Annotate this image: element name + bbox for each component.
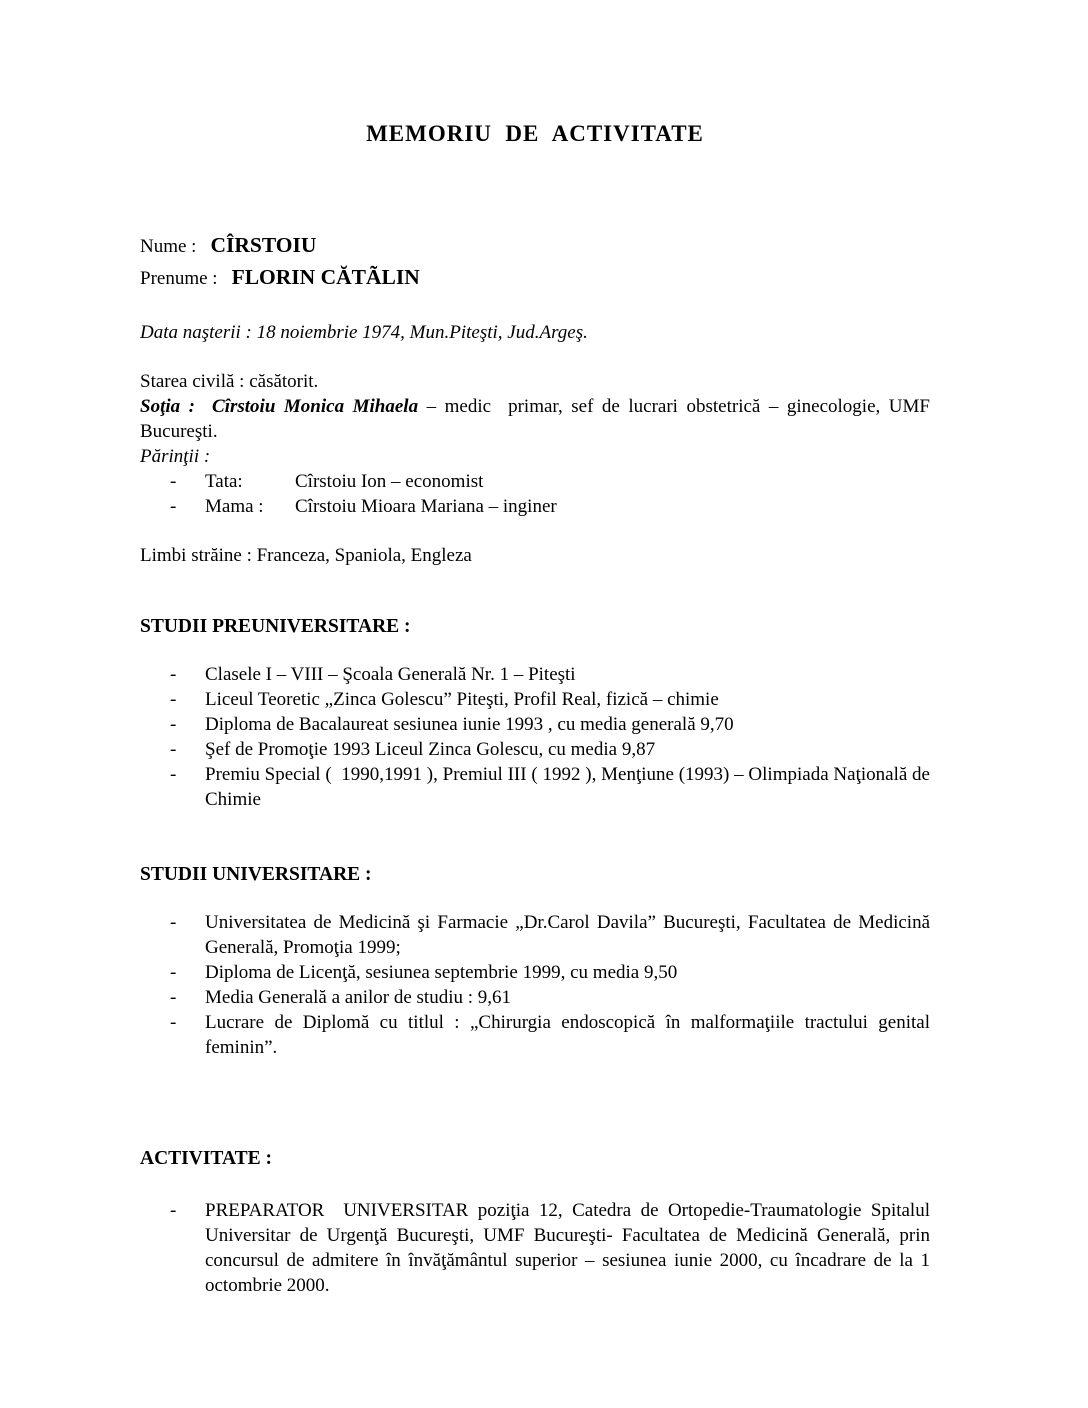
list-item-text: Şef de Promoţie 1993 Liceul Zinca Golescu, cu media 9,87	[205, 739, 656, 760]
list-item	[170, 1198, 935, 1298]
dash-icon	[170, 712, 205, 737]
firstname-line	[140, 262, 930, 294]
section-university-studies	[140, 862, 935, 1060]
list-item	[170, 762, 935, 812]
list-item-text: Liceul Teoretic „Zinca Golescu” Piteşti, Profil Real, fizică – chimie	[205, 689, 719, 710]
dash-icon	[170, 762, 205, 812]
dash-icon	[170, 737, 205, 762]
list-item	[170, 687, 930, 712]
section-item-list	[140, 910, 935, 1060]
section-item-list	[140, 1198, 935, 1298]
identity-block	[140, 230, 930, 294]
section-heading: STUDII PREUNIVERSITARE :	[140, 616, 411, 637]
parents-label: Părinţii :	[140, 446, 211, 467]
list-item	[170, 910, 935, 960]
spouse-line	[140, 394, 935, 444]
languages-line: Limbi străine : Franceza, Spaniola, Engleza	[140, 545, 472, 566]
spouse-description: – medic primar, sef de lucrari obstetrică – ginecologie, UMF Bucureşti.	[140, 396, 935, 442]
list-item-text: PREPARATOR UNIVERSITAR poziţia 12, Catedra de Ortopedie-Traumatologie Spitalul Universitar de Urgenţă Bucureşti, UMF Bucureşti- Facultatea de Medicină Generală, prin concursul de admitere în învăţământul superior – sesiunea iunie 2000, cu încadrare de la 1 octombrie 2000.	[205, 1200, 935, 1296]
spouse-name: Soţia : Cîrstoiu Monica Mihaela	[140, 396, 419, 417]
surname-label: Nume :	[140, 236, 197, 257]
section-item-list	[140, 662, 935, 812]
list-item	[170, 985, 930, 1010]
section-preuniversity-studies	[140, 614, 935, 812]
dash-icon	[170, 662, 205, 687]
list-item-text: Media Generală a anilor de studiu : 9,61	[205, 987, 512, 1008]
list-item-text: Lucrare de Diplomă cu titlul : „Chirurgia endoscopică în malformaţiile tractului genital feminin”.	[205, 1012, 935, 1058]
section-heading: STUDII UNIVERSITARE :	[140, 864, 372, 885]
surname-value: CÎRSTOIU	[210, 233, 317, 257]
list-item	[170, 662, 930, 687]
dash-icon	[170, 469, 205, 494]
list-item	[170, 960, 930, 985]
list-item-text: Diploma de Bacalaureat sesiunea iunie 1993 , cu media generală 9,70	[205, 714, 734, 735]
dash-icon	[170, 960, 205, 985]
section-activity	[140, 1146, 935, 1298]
father-value: Cîrstoiu Ion – economist	[295, 471, 484, 492]
document-title: MEMORIU DE ACTIVITATE	[366, 121, 704, 146]
firstname-label: Prenume :	[140, 268, 218, 289]
list-item-text: Clasele I – VIII – Şcoala Generală Nr. 1 – Piteşti	[205, 664, 576, 685]
list-item-text: Premiu Special ( 1990,1991 ), Premiul III ( 1992 ), Menţiune (1993) – Olimpiada Naţională de Chimie	[205, 764, 935, 810]
birth-date-line: Data naşterii : 18 noiembrie 1974, Mun.Piteşti, Jud.Argeş.	[140, 322, 588, 343]
dash-icon	[170, 985, 205, 1010]
father-label: Tata:	[205, 471, 243, 492]
civil-status-line: Starea civilă : căsătorit.	[140, 371, 319, 392]
list-item	[170, 712, 930, 737]
dash-icon	[170, 1010, 205, 1060]
dash-icon	[170, 1198, 205, 1298]
list-item	[170, 737, 930, 762]
firstname-value: FLORIN CĂTÃLIN	[231, 265, 420, 289]
civil-status-block	[140, 369, 935, 519]
list-item-text: Universitatea de Medicină şi Farmacie „Dr.Carol Davila” Bucureşti, Facultatea de Medicină Generală, Promoţia 1999;	[205, 912, 935, 958]
list-item-text: Diploma de Licenţă, sesiunea septembrie 1999, cu media 9,50	[205, 962, 678, 983]
mother-label: Mama :	[205, 496, 264, 517]
mother-row	[140, 494, 930, 519]
list-item	[170, 1010, 935, 1060]
dash-icon	[170, 494, 205, 519]
surname-line	[140, 230, 930, 262]
father-row	[140, 469, 930, 494]
mother-value: Cîrstoiu Mioara Mariana – inginer	[295, 496, 557, 517]
dash-icon	[170, 910, 205, 960]
section-heading: ACTIVITATE :	[140, 1148, 273, 1169]
dash-icon	[170, 687, 205, 712]
